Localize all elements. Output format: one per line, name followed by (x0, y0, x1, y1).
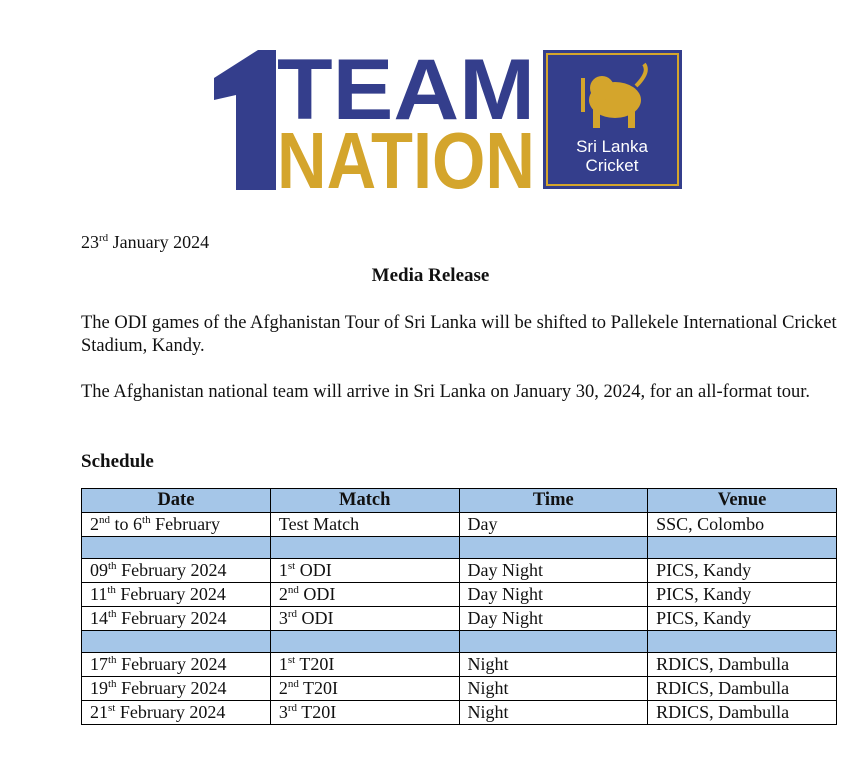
sri-lanka-cricket-badge (543, 50, 682, 189)
cell-time: Night (459, 677, 648, 701)
badge-text-line2: Cricket (585, 156, 639, 175)
cell-match: 3rd ODI (270, 607, 459, 631)
team-nation-logo (0, 0, 861, 200)
cell-date: 09th February 2024 (82, 559, 271, 583)
date-rest: January 2024 (108, 232, 210, 252)
cell-date: 2nd to 6th February (82, 513, 271, 537)
table-row (82, 607, 837, 631)
numeral-one-icon (214, 50, 276, 190)
header-time: Time (459, 489, 648, 513)
schedule-table (81, 488, 837, 725)
logo-word-nation: NATION (277, 116, 535, 200)
header-venue: Venue (648, 489, 837, 513)
cell-time: Day Night (459, 559, 648, 583)
table-row (82, 701, 837, 725)
cell-time: Day Night (459, 583, 648, 607)
cell-time: Night (459, 701, 648, 725)
table-row (82, 583, 837, 607)
header-date: Date (82, 489, 271, 513)
cell-venue: RDICS, Dambulla (648, 653, 837, 677)
table-row (82, 677, 837, 701)
cell-match: 1st T20I (270, 653, 459, 677)
paragraph-arrival: The Afghanistan national team will arrive in Sri Lanka on January 30, 2024, for an all-format tour. (81, 382, 811, 402)
cell-time: Day Night (459, 607, 648, 631)
cell-time: Day (459, 513, 648, 537)
cell-date: 21st February 2024 (82, 701, 271, 725)
cell-venue: PICS, Kandy (648, 559, 837, 583)
cell-venue: RDICS, Dambulla (648, 701, 837, 725)
cell-date: 19th February 2024 (82, 677, 271, 701)
table-row (82, 513, 837, 537)
logo-word-team: TEAM (277, 42, 535, 138)
cell-date: 14th February 2024 (82, 607, 271, 631)
cell-match: 3rd T20I (270, 701, 459, 725)
table-row (82, 653, 837, 677)
table-row (82, 559, 837, 583)
cell-venue: PICS, Kandy (648, 607, 837, 631)
badge-text-line1: Sri Lanka (576, 137, 648, 156)
header-match: Match (270, 489, 459, 513)
cell-match: Test Match (270, 513, 459, 537)
cell-match: 2nd ODI (270, 583, 459, 607)
separator-row (82, 631, 837, 653)
cell-date: 11th February 2024 (82, 583, 271, 607)
table-header-row (82, 489, 837, 513)
date-suffix: rd (99, 232, 109, 244)
schedule-heading: Schedule (81, 451, 154, 472)
cell-venue: RDICS, Dambulla (648, 677, 837, 701)
release-date (81, 232, 209, 253)
cell-match: 1st ODI (270, 559, 459, 583)
cell-match: 2nd T20I (270, 677, 459, 701)
page-title: Media Release (371, 265, 490, 286)
cell-venue: SSC, Colombo (648, 513, 837, 537)
date-day: 23 (81, 232, 99, 252)
cell-time: Night (459, 653, 648, 677)
cell-venue: PICS, Kandy (648, 583, 837, 607)
cell-date: 17th February 2024 (82, 653, 271, 677)
paragraph-odi-shift: The ODI games of the Afghanistan Tour of Sri Lanka will be shifted to Pallekele International Cricket Stadium, Kandy. (81, 313, 837, 356)
separator-row (82, 537, 837, 559)
